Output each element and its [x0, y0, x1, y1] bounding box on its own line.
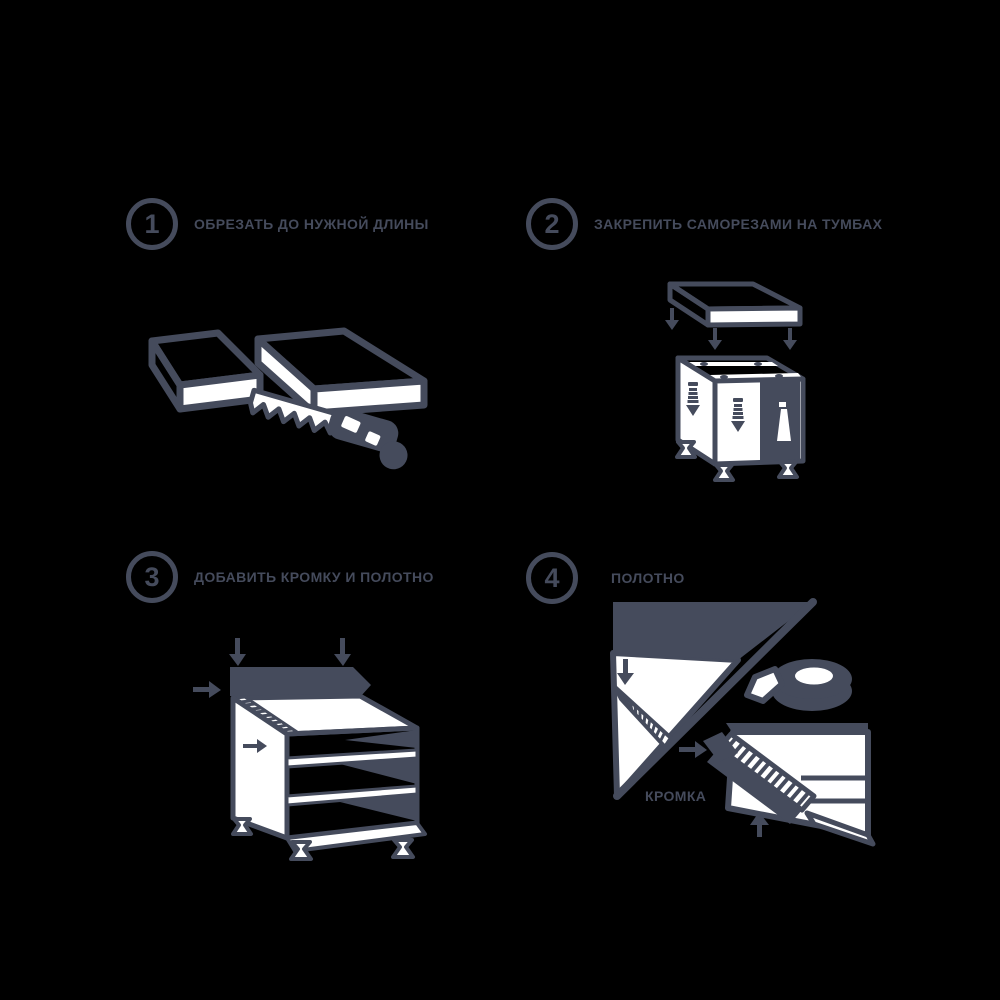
cabinet-edging-icon	[185, 618, 485, 888]
step-4-caption-polotno-label: ПОЛОТНО	[611, 570, 685, 586]
cabinet-shelves	[287, 728, 425, 851]
step-3-caption: ДОБАВИТЬ КРОМКУ И ПОЛОТНО	[194, 569, 434, 585]
board-with-applied-edge	[703, 723, 873, 844]
illustration-step-4	[605, 595, 935, 885]
step-2-header	[526, 198, 882, 250]
saw-cutting-board-icon	[130, 325, 460, 475]
arrow-right-icon	[679, 741, 707, 758]
step-1-caption: ОБРЕЗАТЬ ДО НУЖНОЙ ДЛИНЫ	[194, 216, 429, 232]
step-3-header	[126, 551, 434, 603]
illustration-step-1	[130, 325, 460, 475]
step-1-number-badge: 1	[126, 198, 178, 250]
step-1-header	[126, 198, 429, 250]
illustration-step-2	[660, 278, 820, 490]
kromka-label: КРОМКА	[645, 788, 707, 804]
edge-banding-detail-icon	[605, 595, 935, 885]
step-4-number-badge: 4	[526, 552, 578, 604]
step-2-caption: ЗАКРЕПИТЬ САМОРЕЗАМИ НА ТУМБАХ	[594, 216, 883, 232]
edge-tape-roll-icon	[747, 659, 852, 711]
step-2-number-badge: 2	[526, 198, 578, 250]
illustration-step-3	[185, 618, 485, 888]
step-3-number-badge: 3	[126, 551, 178, 603]
cabinet-with-top-icon	[660, 278, 820, 490]
countertop-slab	[670, 284, 800, 325]
top-sheet-strip	[230, 667, 371, 696]
